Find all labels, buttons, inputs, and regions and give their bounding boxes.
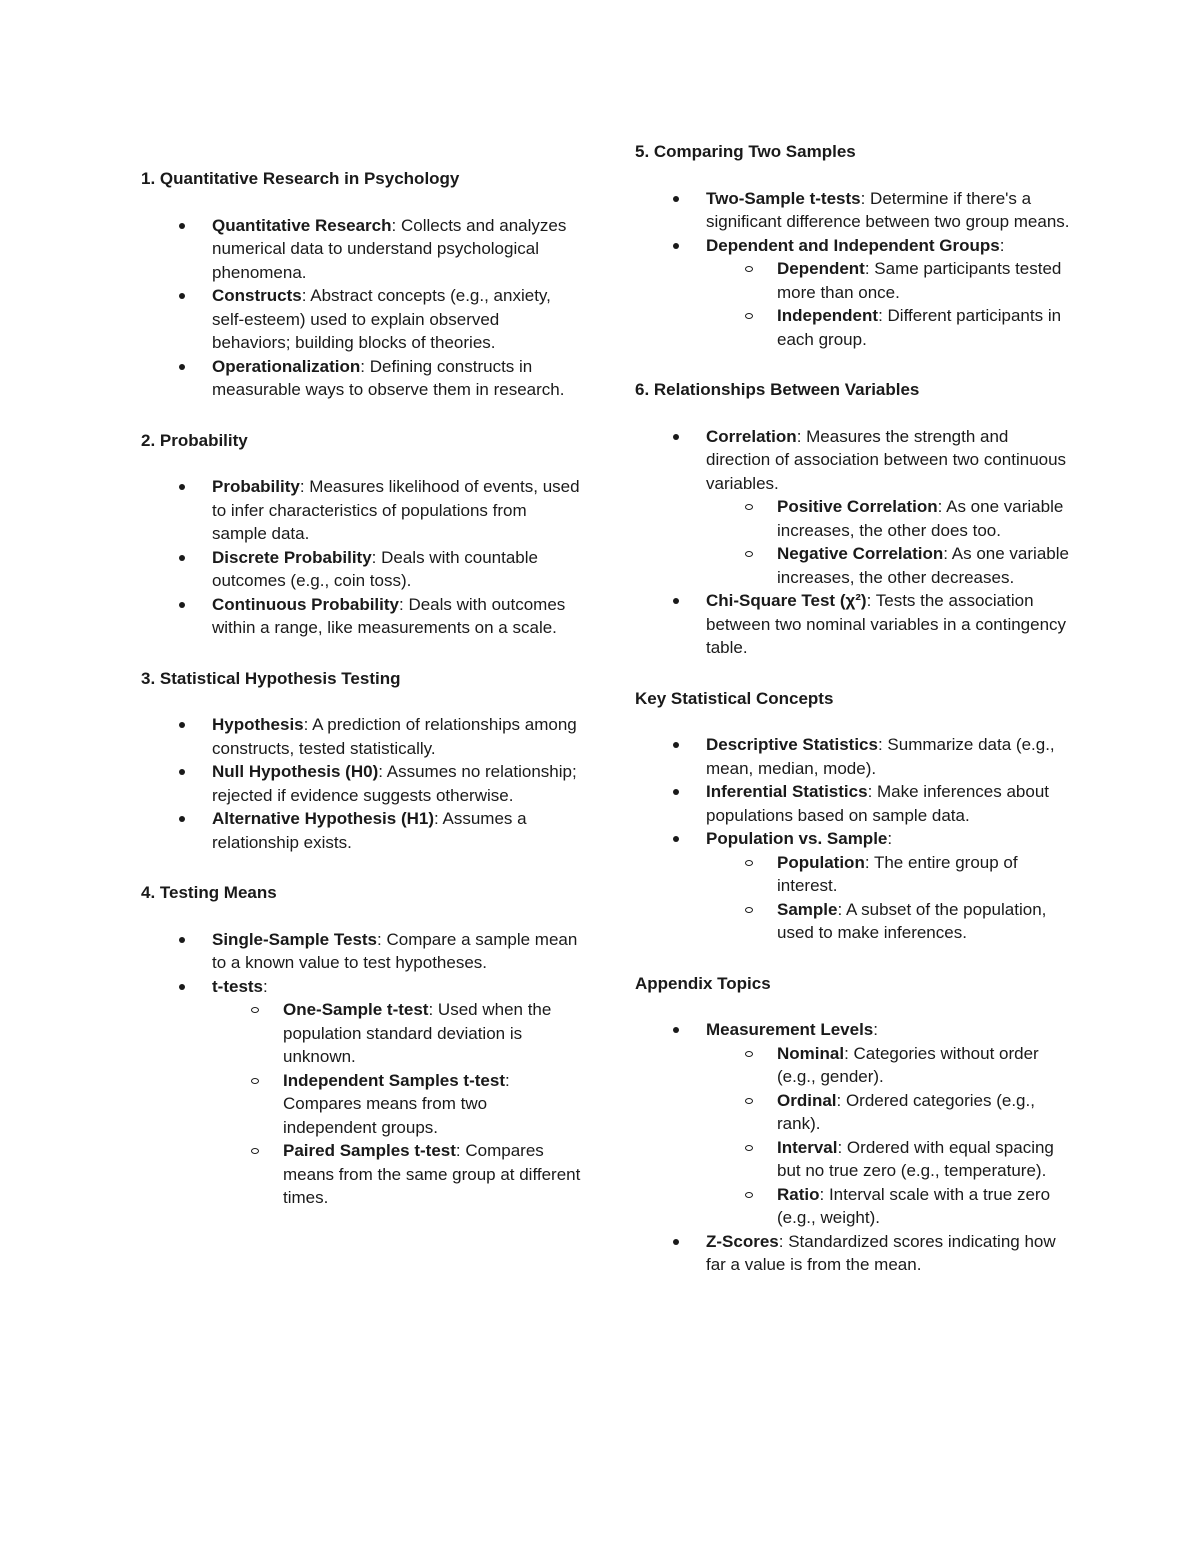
bullet-item	[141, 975, 581, 1210]
section	[635, 687, 1075, 945]
term-description: : Used when the population standard deviation is unknown.	[283, 1000, 552, 1066]
term-description: : Compares means from the same group at different times.	[283, 1141, 581, 1207]
term-label: Alternative Hypothesis (H1)	[212, 809, 434, 828]
term-label: Null Hypothesis (H0)	[212, 762, 379, 781]
sub-bullet-item	[706, 851, 1075, 898]
section-heading: 2. Probability	[141, 430, 248, 450]
term-label: Independent Samples t-test	[283, 1070, 505, 1090]
term-description: : Ordered categories (e.g., rank).	[777, 1090, 1035, 1133]
term-label: Positive Correlation	[777, 497, 938, 516]
term-label: Population vs. Sample	[706, 829, 888, 848]
term-label: Negative Correlation	[777, 544, 944, 563]
term-label: Continuous Probability	[212, 594, 399, 614]
term-label: Nominal	[777, 1043, 845, 1063]
term-description: : Make inferences about populations based on sample data.	[706, 782, 1050, 825]
term-description: : Deals with countable outcomes (e.g., coin toss).	[212, 547, 538, 590]
bullet-item	[141, 214, 581, 285]
term-label: One-Sample t-test	[283, 1000, 429, 1019]
bullet-item	[141, 475, 581, 546]
bullet-list	[141, 214, 581, 402]
term-description: : Interval scale with a true zero (e.g., weight).	[777, 1184, 1051, 1227]
bullet-list	[141, 475, 581, 640]
sub-bullet-item	[706, 304, 1075, 351]
term-description: :	[999, 235, 1005, 255]
sub-bullet-list	[706, 495, 1075, 589]
sub-bullet-item	[706, 1183, 1075, 1230]
term-description: : Determine if there's a significant difference between two group means.	[706, 188, 1070, 231]
term-label: Population	[777, 852, 865, 872]
bullet-item	[635, 780, 1075, 827]
bullet-item	[141, 546, 581, 593]
term-label: Hypothesis	[212, 715, 304, 734]
term-description: : The entire group of interest.	[777, 852, 1018, 895]
bullet-list	[635, 187, 1075, 352]
term-description: :	[887, 829, 893, 848]
bullet-item	[635, 827, 1075, 945]
section	[141, 667, 581, 855]
bullet-item	[635, 425, 1075, 590]
bullet-item	[635, 1018, 1075, 1230]
term-label: Constructs	[212, 286, 302, 305]
term-description: : Defining constructs in measurable ways to observe them in research.	[212, 356, 565, 399]
term-label: Interval	[777, 1137, 838, 1157]
term-description: :	[263, 976, 268, 996]
term-label: Z-Scores	[706, 1231, 779, 1251]
term-label: Inferential Statistics	[706, 782, 868, 801]
term-label: Correlation	[706, 426, 797, 446]
bullet-item	[635, 234, 1075, 352]
term-label: Probability	[212, 477, 300, 496]
section	[141, 429, 581, 640]
bullet-list	[635, 425, 1075, 660]
term-description: :	[873, 1020, 878, 1039]
term-label: Descriptive Statistics	[706, 735, 878, 754]
term-label: Discrete Probability	[212, 547, 372, 567]
bullet-list	[635, 1018, 1075, 1277]
bullet-item	[635, 733, 1075, 780]
sub-bullet-item	[706, 898, 1075, 945]
bullet-item	[141, 928, 581, 975]
section	[635, 972, 1075, 1277]
sub-bullet-list	[706, 1042, 1075, 1230]
sub-bullet-item	[706, 542, 1075, 589]
term-description: : Compares means from two independent groups.	[283, 1070, 510, 1137]
sub-bullet-list	[706, 851, 1075, 945]
term-description: : Deals with outcomes within a range, like measurements on a scale.	[212, 594, 566, 637]
right-column	[635, 140, 1075, 1304]
term-label: Single-Sample Tests	[212, 929, 378, 949]
sub-bullet-item	[212, 1139, 581, 1210]
sub-bullet-item	[706, 257, 1075, 304]
term-label: Chi-Square Test (χ²)	[706, 591, 867, 610]
left-column	[141, 167, 581, 1237]
term-description: : Compare a sample mean to a known value to test hypotheses.	[212, 929, 578, 972]
sub-bullet-list	[706, 257, 1075, 351]
term-description: : As one variable increases, the other does too.	[777, 497, 1064, 540]
term-description: : Same participants tested more than once.	[777, 259, 1062, 302]
bullet-item	[141, 284, 581, 355]
section-heading: 6. Relationships Between Variables	[635, 380, 920, 399]
term-label: Dependent	[777, 259, 865, 278]
term-description: : Collects and analyzes numerical data to understand psychological phenomena.	[212, 215, 567, 282]
bullet-item	[635, 589, 1075, 660]
bullet-item	[141, 807, 581, 854]
bullet-list	[141, 928, 581, 1210]
section-heading: Key Statistical Concepts	[635, 688, 834, 708]
bullet-list	[635, 733, 1075, 945]
term-description: : As one variable increases, the other decreases.	[777, 544, 1069, 587]
bullet-item	[141, 760, 581, 807]
term-label: Paired Samples t-test	[283, 1141, 456, 1160]
section	[141, 167, 581, 402]
section-heading: Appendix Topics	[635, 973, 771, 993]
bullet-item	[141, 593, 581, 640]
term-description: : Ordered with equal spacing but no true zero (e.g., temperature).	[777, 1137, 1054, 1180]
bullet-item	[141, 713, 581, 760]
term-label: Independent	[777, 306, 879, 325]
term-label: Dependent and Independent Groups	[706, 235, 1000, 255]
sub-bullet-item	[706, 1042, 1075, 1089]
sub-bullet-list	[212, 998, 581, 1210]
term-description: : Different participants in each group.	[777, 306, 1062, 349]
sub-bullet-item	[706, 1089, 1075, 1136]
bullet-list	[141, 713, 581, 854]
term-description: : Measures likelihood of events, used to infer characteristics of populations from sample data.	[212, 477, 580, 543]
term-description: : Standardized scores indicating how far a value is from the mean.	[706, 1231, 1056, 1274]
section-heading: 5. Comparing Two Samples	[635, 142, 856, 161]
term-label: Measurement Levels	[706, 1020, 874, 1039]
term-description: : Assumes a relationship exists.	[212, 809, 527, 852]
term-label: Sample	[777, 899, 838, 919]
term-description: : Tests the association between two nominal variables in a contingency table.	[706, 591, 1067, 657]
bullet-item	[635, 187, 1075, 234]
bullet-item	[635, 1230, 1075, 1277]
term-description: : A prediction of relationships among constructs, tested statistically.	[212, 715, 577, 758]
sub-bullet-item	[706, 1136, 1075, 1183]
section	[141, 881, 581, 1210]
section	[635, 140, 1075, 351]
sub-bullet-item	[706, 495, 1075, 542]
term-label: Operationalization	[212, 356, 361, 376]
term-label: Two-Sample t-tests	[706, 188, 861, 208]
term-description: : Categories without order (e.g., gender).	[777, 1043, 1039, 1086]
section-heading: 4. Testing Means	[141, 883, 277, 902]
sub-bullet-item	[212, 1069, 581, 1140]
term-description: : Abstract concepts (e.g., anxiety, self-esteem) used to explain observed behaviors; building blocks of theories.	[212, 286, 551, 352]
sub-bullet-item	[212, 998, 581, 1069]
term-label: t-tests	[212, 976, 264, 996]
bullet-item	[141, 355, 581, 402]
section-heading: 3. Statistical Hypothesis Testing	[141, 668, 401, 688]
term-label: Quantitative Research	[212, 215, 392, 235]
section-heading: 1. Quantitative Research in Psychology	[141, 169, 460, 188]
section	[635, 378, 1075, 660]
term-description: : Measures the strength and direction of association between two continuous variables.	[706, 426, 1067, 493]
term-description: : Summarize data (e.g., mean, median, mode).	[706, 735, 1055, 778]
term-description: : A subset of the population, used to make inferences.	[777, 899, 1047, 942]
term-label: Ratio	[777, 1184, 820, 1204]
term-label: Ordinal	[777, 1090, 837, 1110]
term-description: : Assumes no relationship; rejected if evidence suggests otherwise.	[212, 762, 577, 805]
